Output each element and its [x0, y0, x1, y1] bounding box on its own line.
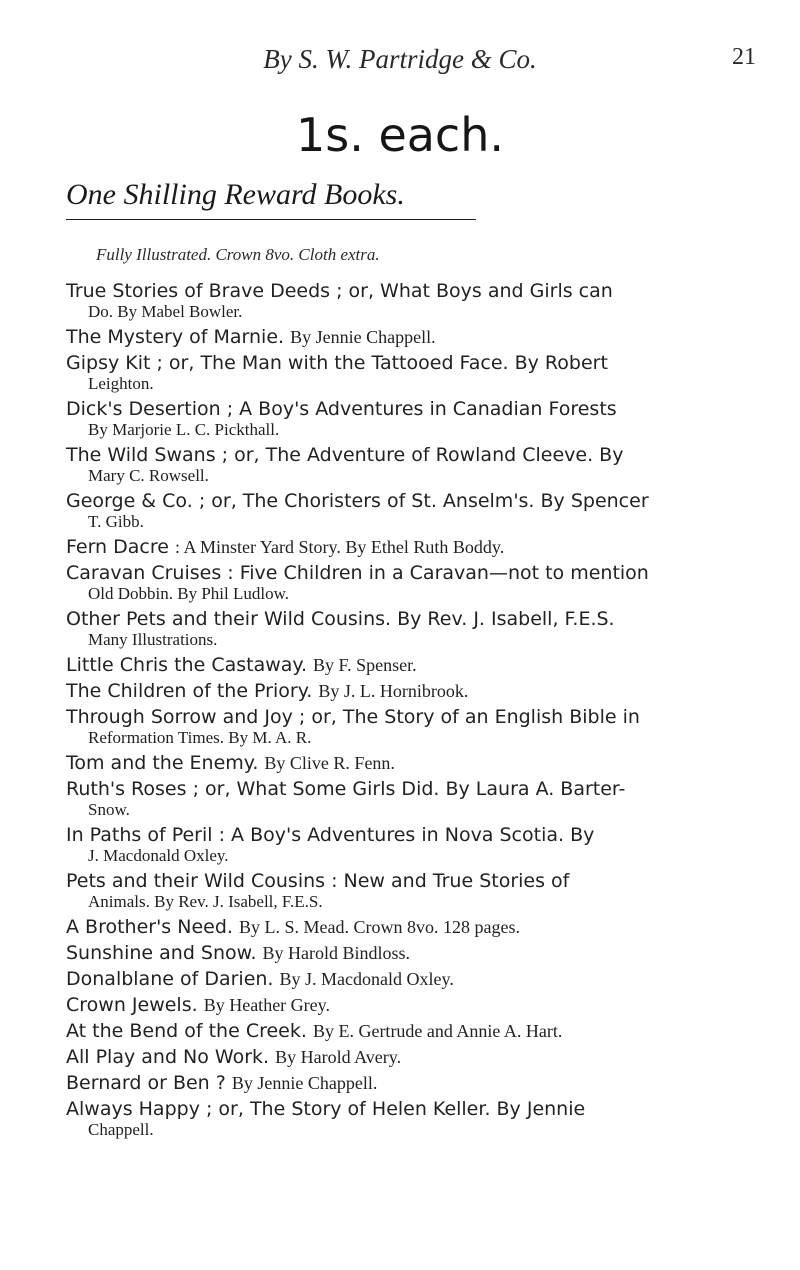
book-details: By L. S. Mead. Crown 8vo. 128 pages.	[238, 917, 520, 937]
book-entry-line	[66, 1098, 770, 1120]
book-details: ; A Boy's Adventures in Canadian Forests	[226, 398, 617, 420]
book-details: ; or, The Story of Helen Keller. By Jennie	[205, 1098, 586, 1120]
book-entry	[66, 654, 770, 676]
book-details: By Jennie Chappell.	[231, 1073, 378, 1093]
book-entry-line	[66, 968, 770, 990]
book-entry	[66, 870, 770, 912]
book-details: ; or, The Story of an English Bible in	[298, 706, 640, 728]
format-note: Fully Illustrated. Crown 8vo. Cloth extra.	[96, 245, 380, 264]
book-title: Little Chris the Castaway.	[66, 654, 307, 676]
book-details-continued: Mary C. Rowsell.	[88, 466, 209, 485]
book-entry	[66, 490, 770, 532]
price-heading: 1s. each.	[295, 108, 505, 162]
book-entry-line	[66, 824, 770, 846]
book-entry-line	[66, 398, 770, 420]
book-entry	[66, 1020, 770, 1042]
book-entry-line	[66, 916, 770, 938]
book-title: Bernard or Ben ?	[66, 1072, 226, 1094]
book-details-continued: Old Dobbin. By Phil Ludlow.	[88, 584, 290, 603]
book-entry	[66, 398, 770, 440]
book-details: ; or, The Choristers of St. Anselm's. By Spencer	[198, 490, 649, 512]
book-entry	[66, 444, 770, 486]
book-title: The Children of the Priory.	[66, 680, 313, 702]
book-entry-line	[66, 444, 770, 466]
book-details-continued: Reformation Times. By M. A. R.	[88, 728, 312, 747]
book-entry-line	[66, 326, 770, 348]
book-details: ; or, The Man with the Tattooed Face. By Robert	[156, 352, 608, 374]
book-entry	[66, 280, 770, 322]
book-entry-line	[66, 1072, 770, 1094]
book-details: By Jennie Chappell.	[290, 327, 436, 347]
book-title: Through Sorrow and Joy	[66, 706, 293, 728]
book-details-continued: Animals. By Rev. J. Isabell, F.E.S.	[88, 892, 323, 911]
book-details: By E. Gertrude and Annie A. Hart.	[312, 1021, 563, 1041]
book-entry	[66, 942, 770, 964]
title-rule	[66, 219, 476, 220]
book-entry-line	[66, 778, 770, 800]
book-details: By Rev. J. Isabell, F.E.S.	[397, 608, 615, 630]
book-entry-line	[66, 1020, 770, 1042]
book-entry-line	[66, 994, 770, 1016]
book-details: By Harold Bindloss.	[262, 943, 411, 963]
book-title: All Play and No Work.	[66, 1046, 270, 1068]
book-details: : Five Children in a Caravan—not to mention	[227, 562, 649, 584]
book-title: George & Co.	[66, 490, 193, 512]
book-details-continued: J. Macdonald Oxley.	[88, 846, 229, 865]
book-details-continued: T. Gibb.	[88, 512, 144, 531]
book-entry-line	[66, 490, 770, 512]
book-title: The Mystery of Marnie.	[66, 326, 285, 348]
book-details: By Clive R. Fenn.	[264, 753, 395, 773]
book-title: True Stories of Brave Deeds	[66, 280, 331, 302]
book-entry	[66, 608, 770, 650]
book-title: Dick's Desertion	[66, 398, 221, 420]
book-title: Gipsy Kit	[66, 352, 151, 374]
book-title: Pets and their Wild Cousins	[66, 870, 326, 892]
book-title: Other Pets and their Wild Cousins.	[66, 608, 392, 630]
book-entry	[66, 352, 770, 394]
book-details-continued: Many Illustrations.	[88, 630, 218, 649]
book-title: At the Bend of the Creek.	[66, 1020, 307, 1042]
book-details: : A Boy's Adventures in Nova Scotia. By	[218, 824, 595, 846]
running-head: By S. W. Partridge & Co.	[263, 44, 537, 74]
book-title: Always Happy	[66, 1098, 200, 1120]
book-entry-line	[66, 280, 770, 302]
book-details-continued: Snow.	[88, 800, 130, 819]
page-number: 21	[732, 44, 756, 70]
book-title: The Wild Swans	[66, 444, 216, 466]
book-entry	[66, 1072, 770, 1094]
book-entry-line	[66, 562, 770, 584]
book-details: : New and True Stories of	[331, 870, 570, 892]
book-title: Ruth's Roses	[66, 778, 187, 800]
book-details: : A Minster Yard Story. By Ethel Ruth Boddy.	[175, 537, 505, 557]
book-entry-line	[66, 608, 770, 630]
book-entry	[66, 326, 770, 348]
book-details: By F. Spenser.	[313, 655, 417, 675]
book-details: By Harold Avery.	[275, 1047, 402, 1067]
book-details: By J. L. Hornibrook.	[318, 681, 469, 701]
book-entry	[66, 1098, 770, 1140]
book-entry-line	[66, 706, 770, 728]
book-entry-line	[66, 352, 770, 374]
book-title: In Paths of Peril	[66, 824, 213, 846]
book-title: Tom and the Enemy.	[66, 752, 259, 774]
book-entry-line	[66, 1046, 770, 1068]
book-list	[66, 280, 770, 1144]
book-details-continued: Chappell.	[88, 1120, 154, 1139]
book-title: A Brother's Need.	[66, 916, 233, 938]
book-entry-line	[66, 536, 770, 558]
book-entry	[66, 562, 770, 604]
book-title: Caravan Cruises	[66, 562, 222, 584]
book-title: Fern Dacre	[66, 536, 169, 558]
book-details-continued: Do. By Mabel Bowler.	[88, 302, 243, 321]
book-details: ; or, What Boys and Girls can	[336, 280, 613, 302]
book-entry	[66, 1046, 770, 1068]
book-entry-line	[66, 752, 770, 774]
book-details-continued: Leighton.	[88, 374, 154, 393]
book-details: By J. Macdonald Oxley.	[279, 969, 454, 989]
section-title: One Shilling Reward Books.	[66, 178, 405, 211]
book-entry-line	[66, 680, 770, 702]
book-entry	[66, 680, 770, 702]
book-entry	[66, 916, 770, 938]
book-entry	[66, 706, 770, 748]
book-entry-line	[66, 654, 770, 676]
book-title: Crown Jewels.	[66, 994, 198, 1016]
book-entry	[66, 778, 770, 820]
book-entry	[66, 994, 770, 1016]
book-entry-line	[66, 870, 770, 892]
book-title: Sunshine and Snow.	[66, 942, 257, 964]
book-entry-line	[66, 942, 770, 964]
book-entry	[66, 752, 770, 774]
book-title: Donalblane of Darien.	[66, 968, 274, 990]
book-entry	[66, 536, 770, 558]
book-details-continued: By Marjorie L. C. Pickthall.	[88, 420, 280, 439]
book-details: By Heather Grey.	[203, 995, 330, 1015]
book-entry	[66, 824, 770, 866]
book-entry	[66, 968, 770, 990]
book-details: ; or, What Some Girls Did. By Laura A. Barter-	[192, 778, 626, 800]
book-details: ; or, The Adventure of Rowland Cleeve. By	[221, 444, 624, 466]
